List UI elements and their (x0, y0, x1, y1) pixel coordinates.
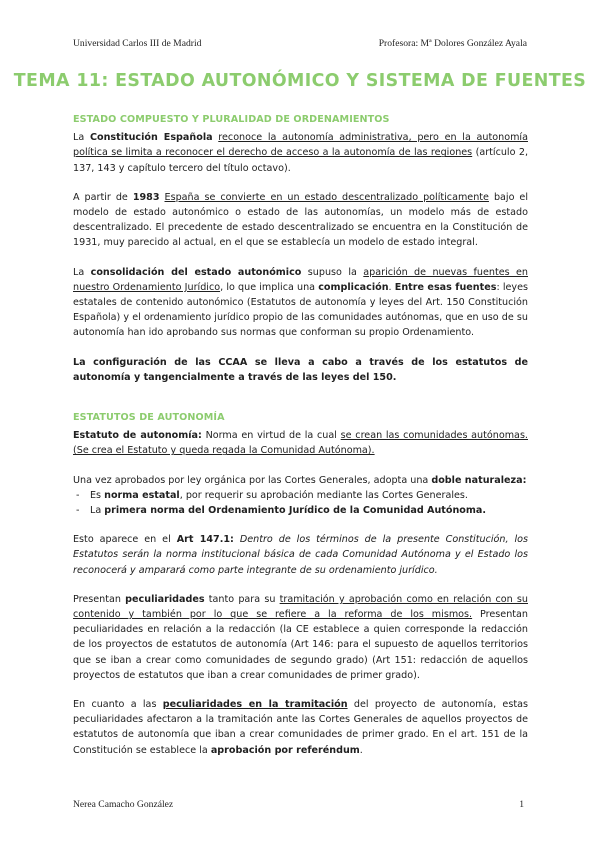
paragraph: Una vez aprobados por ley orgánica por las Cortes Generales, adopta una doble naturaleza: (73, 474, 527, 486)
paragraph: La consolidación del estado autonómico supuso la aparición de nuevas fuentes en nuestro Ordenamiento Jurídico, lo que implica una complicación. Entre esas fuentes: leyes estatales de contenido autonómico (Estatutos de autonomía y leyes del Art. 150 Constitución Española) y el ordenamiento jurídico propio de las comunidades autónomas, que en uso de su autonomía han ido aprobando sus normas que conforman su propio Ordenamiento. (73, 266, 529, 339)
footer-author: Nerea Camacho González (73, 799, 174, 810)
paragraph: Esto aparece en el Art 147.1: Dentro de los términos de la presente Constitución, los Estatutos serán la norma institucional básica de cada Comunidad Autónoma y el Estado los reconocerá y amparará como parte integrante de su ordenamiento jurídico. (73, 534, 528, 576)
section-heading: ESTADO COMPUESTO Y PLURALIDAD DE ORDENAMIENTOS (73, 114, 390, 125)
header-professor: Profesora: Mª Dolores González Ayala (378, 38, 527, 49)
paragraph: Estatuto de autonomía: Norma en virtud de la cual se crean las comunidades autónomas. (Se crea el Estatuto y queda regada la Comunidad Autónoma). (73, 430, 528, 457)
header-university: Universidad Carlos III de Madrid (73, 38, 202, 49)
bullet-list (73, 488, 528, 518)
paragraph: La Constitución Española reconoce la autonomía administrativa, pero en la autonomía política se limita a reconocer el derecho de acceso a la autonomía de las regiones (artículo 2, 137, 143 y capítulo tercero del título octavo). (73, 132, 529, 174)
list-item: - Es norma estatal, por requerir su aprobación mediante las Cortes Generales. (73, 488, 528, 503)
paragraph: Presentan peculiaridades tanto para su tramitación y aprobación como en relación con su contenido y también por lo que se refiere a la reforma de los mismos. Presentan peculiaridades en relación a la redacción (la CE establece a quien corresponde la redacción de los proyectos de estatutos de autonomía (Art 146: para el supuesto de aquellos territorios que se iban a crear como comunidades de segundo grado) (Art 151: redacción de aquellos proyectos de estatutos que iban a crear comunidades de primer grado). (73, 593, 528, 681)
page-number: 1 (519, 799, 524, 810)
paragraph: En cuanto a las peculiaridades en la tramitación del proyecto de autonomía, estas peculiaridades afectaron a la tramitación ante las Cortes Generales de aquellos proyectos de estatutos de autonomía que iban a crear comunidades de primer grado. En el art. 151 de la Constitución se establece la aprobación por referéndum. (73, 699, 528, 756)
section-estado-compuesto (73, 112, 528, 399)
paragraph: A partir de 1983 España se convierte en un estado descentralizado políticamente bajo el modelo de estado autonómico o estado de las autonomías, un modelo más de estado descentralizado. El precedente de estado descentralizado se encuentra en la Constitución de 1931, muy parecido al actual, en el que se establecía un modelo de estado integral. (73, 191, 528, 249)
page-title: TEMA 11: ESTADO AUTONÓMICO Y SISTEMA DE FUENTES (13, 71, 587, 91)
section-heading: ESTATUTOS DE AUTONOMÍA (73, 412, 225, 423)
list-item: - La primera norma del Ordenamiento Jurídico de la Comunidad Autónoma. (73, 503, 528, 518)
paragraph-bold: La configuración de las CCAA se lleva a cabo a través de los estatutos de autonomía y tangencialmente a través de las leyes del 150. (73, 356, 528, 383)
section-estatutos (73, 410, 528, 772)
